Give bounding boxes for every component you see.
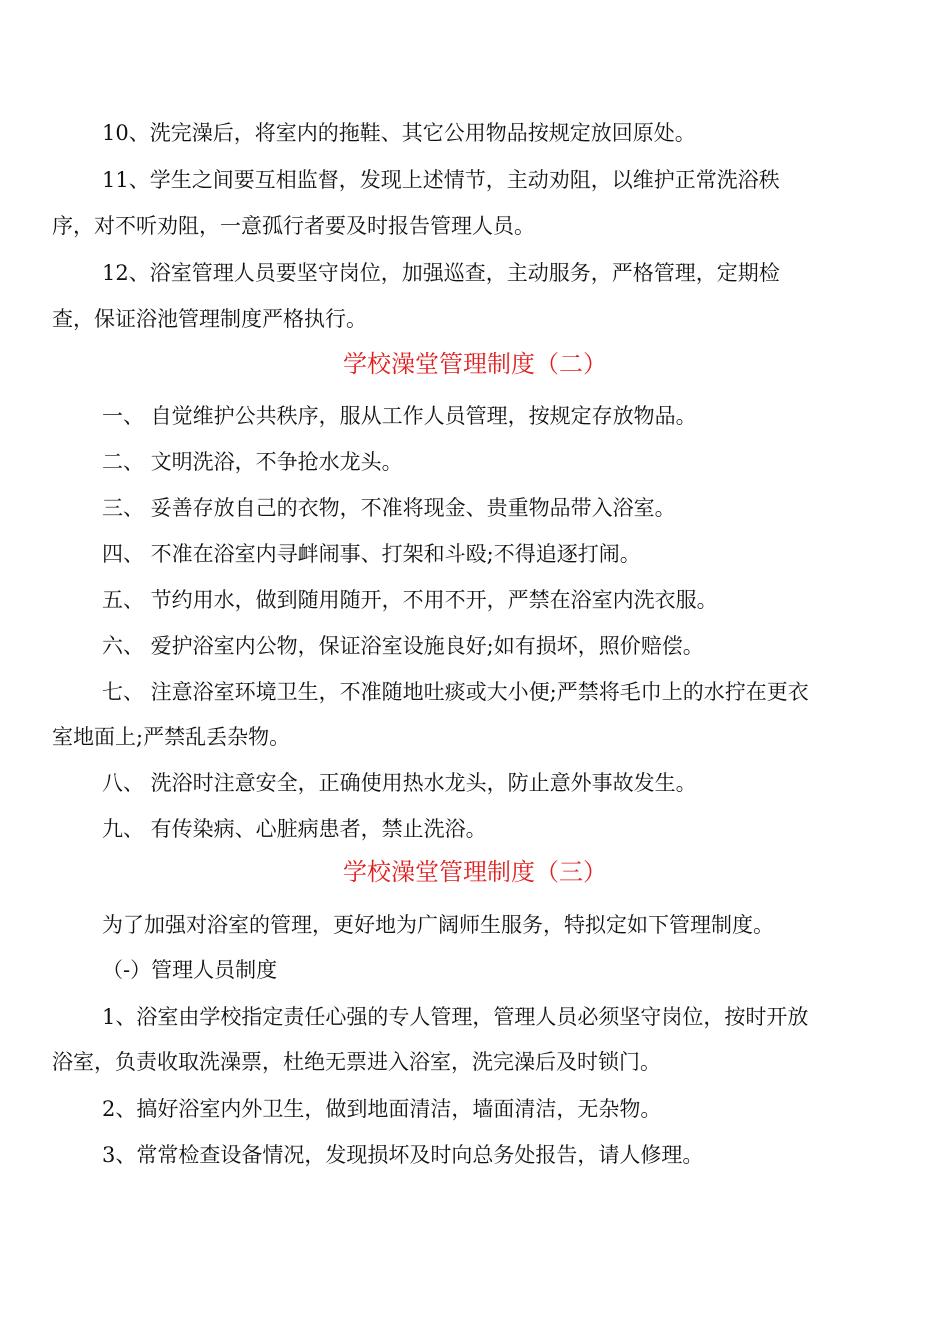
rule-11-line2: 序，对不听劝阻，一意孤行者要及时报告管理人员。 [52, 214, 535, 238]
rule-12-line1: 12、浴室管理人员要坚守岗位，加强巡查，主动服务，严格管理，定期检 [102, 261, 780, 285]
rule-2-7-line1: 七、 注意浴室环境卫生，不准随地吐痰或大小便;严禁将毛巾上的水拧在更衣 [102, 680, 809, 704]
rule-2-6: 六、 爱护浴室内公物，保证浴室设施良好;如有损坏，照价赔偿。 [102, 634, 704, 658]
section-2-title: 学校澡堂管理制度（二） [343, 350, 607, 378]
rule-2-5: 五、 节约用水，做到随用随开，不用不开，严禁在浴室内洗衣服。 [102, 588, 718, 612]
intro-paragraph: 为了加强对浴室的管理，更好地为广阔师生服务，特拟定如下管理制度。 [102, 913, 774, 937]
section-3-title: 学校澡堂管理制度（三） [343, 858, 607, 886]
rule-10: 10、洗完澡后，将室内的拖鞋、其它公用物品按规定放回原处。 [102, 121, 696, 145]
rule-2-7-line2: 室地面上;严禁乱丢杂物。 [52, 725, 291, 749]
rule-2-8: 八、 洗浴时注意安全，正确使用热水龙头，防止意外事故发生。 [102, 771, 697, 795]
rule-3-1-line1: 1、浴室由学校指定责任心强的专人管理，管理人员必须坚守岗位，按时开放 [102, 1005, 809, 1029]
rule-2-9: 九、 有传染病、心脏病患者，禁止洗浴。 [102, 817, 487, 841]
rule-2-3: 三、 妥善存放自己的衣物，不准将现金、贵重物品带入浴室。 [102, 496, 676, 520]
rule-2-2: 二、 文明洗浴，不争抢水龙头。 [102, 450, 403, 474]
subsection-heading: （-）管理人员制度 [102, 958, 278, 982]
rule-3-2: 2、搞好浴室内外卫生，做到地面清洁，墙面清洁，无杂物。 [102, 1097, 662, 1121]
rule-12-line2: 查，保证浴池管理制度严格执行。 [52, 307, 367, 331]
rule-3-1-line2: 浴室，负责收取洗澡票，杜绝无票进入浴室，洗完澡后及时锁门。 [52, 1050, 661, 1074]
rule-3-3: 3、常常检查设备情况，发现损坏及时向总务处报告，请人修理。 [102, 1143, 704, 1167]
rule-2-4: 四、 不准在浴室内寻衅闹事、打架和斗殴;不得追逐打闹。 [102, 542, 641, 566]
rule-11-line1: 11、学生之间要互相监督，发现上述情节，主动劝阻，以维护正常洗浴秩 [102, 168, 780, 192]
rule-2-1: 一、 自觉维护公共秩序，服从工作人员管理，按规定存放物品。 [102, 404, 697, 428]
